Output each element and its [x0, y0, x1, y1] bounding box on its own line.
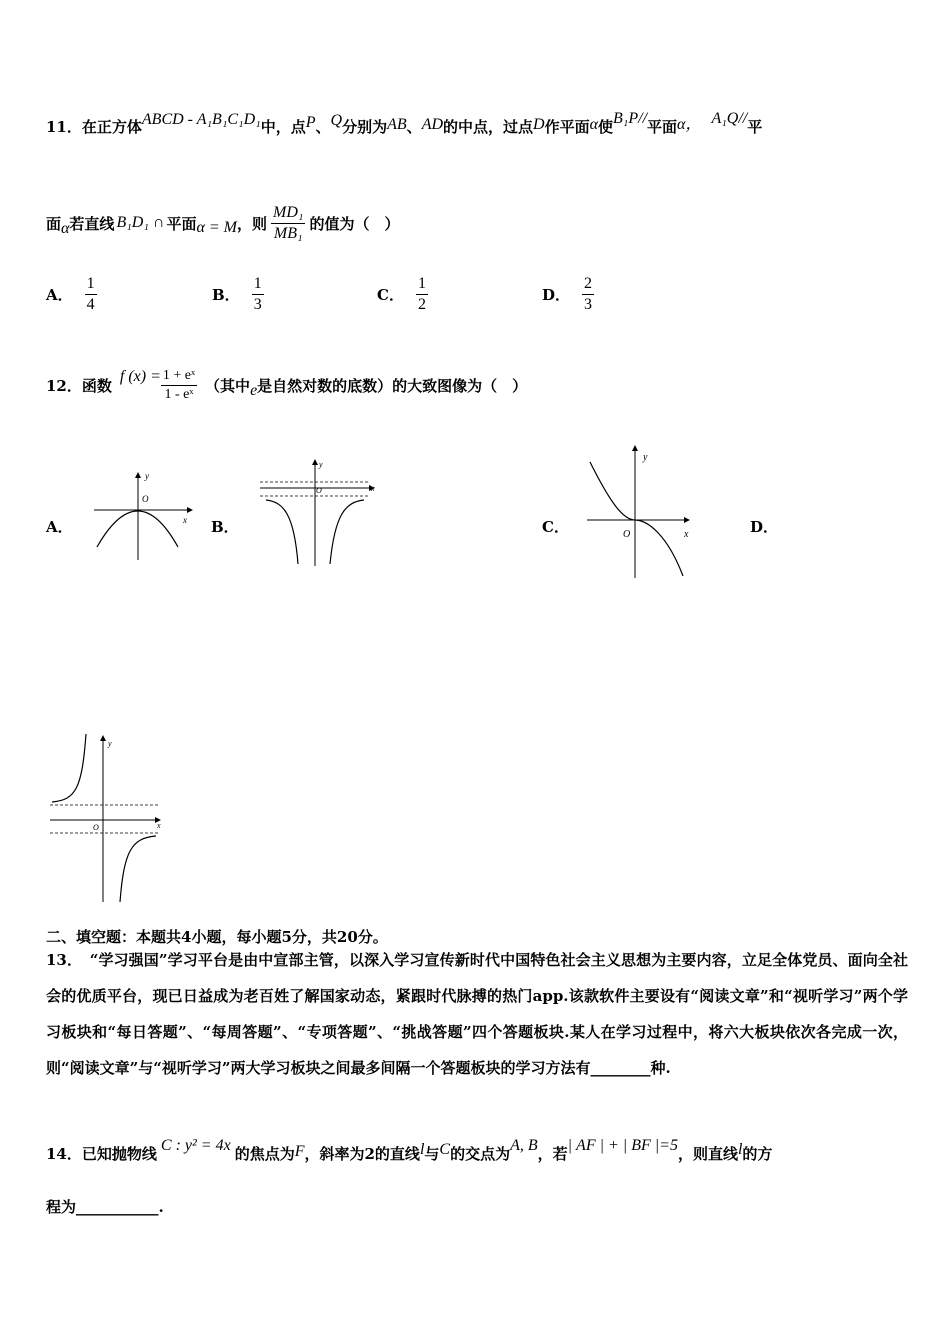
option-label: A．	[46, 286, 73, 304]
x-label: x	[371, 484, 375, 493]
q13-text: 13． “学习强国”学习平台是由中宣部主管，以深入学习宣传新时代中国特色社会主义思想为主要内容，立足全体党员、面向全社会的优质平台，现已日益成为老百姓了解国家动态，紧跟时代脉搏的热门app.该款软件主要设有“阅读文章”和“视听学习”两个学习板块和“每日答题”、“每周答题”、“专项答题”、“挑战答题”四个答题板块.某人在学习过程中，将六大板块依次各完成一次，则“阅读文章”与“视听学习”两大学习板块之间最多间隔一个答题板块的学习方法有________种.	[46, 951, 908, 1077]
focus-f: F	[294, 1143, 305, 1160]
line-l: l	[737, 1141, 743, 1158]
function-denominator: 1 - eˣ	[164, 386, 194, 402]
segment-ab: AB	[387, 116, 407, 133]
euler-e: e	[250, 382, 258, 399]
numerator: 1	[252, 275, 264, 295]
q11-option-c[interactable]	[377, 275, 428, 314]
q11-number: 11．	[46, 118, 82, 136]
curve-right	[330, 500, 364, 564]
denominator: 2	[417, 296, 426, 313]
q11-option-b[interactable]	[212, 275, 264, 314]
ratio-fraction	[271, 204, 305, 243]
q11-text: 使	[598, 118, 614, 136]
curve-left	[52, 734, 86, 802]
curve-right	[120, 836, 156, 902]
q11-option-a[interactable]	[46, 275, 97, 314]
ratio-denominator: MB₁	[273, 224, 303, 242]
function-fraction	[161, 368, 197, 403]
graph-d	[48, 730, 166, 905]
y-label: y	[643, 452, 648, 463]
y-label: y	[319, 460, 323, 469]
plane-alpha: α	[589, 116, 599, 133]
origin-label: O	[142, 494, 149, 504]
option-label: D．	[542, 286, 571, 304]
alpha-eq-m: α = M	[196, 219, 237, 236]
function-numerator: 1 + eˣ	[161, 368, 197, 386]
point-q: Q	[330, 112, 343, 129]
q11-text: 平	[747, 118, 763, 136]
cube-name: ABCD - A₁B₁C₁D₁	[141, 111, 261, 128]
option-fraction	[252, 275, 264, 314]
q11-text: 面	[46, 214, 62, 233]
graph-b	[258, 458, 382, 568]
q11-text: 分别为	[342, 118, 388, 136]
q12-line	[46, 362, 527, 408]
q14-text: 已知抛物线	[81, 1145, 157, 1163]
origin-label: O	[93, 823, 99, 832]
numerator: 2	[582, 275, 594, 295]
option-fraction	[85, 275, 97, 314]
q14-number: 14．	[46, 1145, 82, 1163]
y-label: y	[108, 739, 112, 748]
q14-text: 与	[424, 1145, 440, 1163]
segment-ad: AD	[421, 116, 444, 133]
q12-number: 12．	[46, 376, 82, 395]
points-ab: A, B	[510, 1137, 538, 1154]
q11-text: 平面	[647, 118, 678, 136]
curve-left	[266, 500, 298, 564]
x-label: x	[183, 515, 187, 525]
plane-alpha: α	[61, 220, 70, 237]
q14-text: 的方	[742, 1145, 773, 1163]
numerator: 1	[416, 275, 428, 295]
origin-label: O	[316, 486, 322, 495]
q11-text: ，则	[237, 214, 268, 233]
parabola-equation: C : y² = 4x	[160, 1137, 231, 1154]
point-d: D	[533, 116, 545, 133]
q14-text: ，则直线	[677, 1145, 738, 1163]
denominator: 3	[584, 296, 593, 313]
q11-text: 在正方体	[81, 118, 142, 136]
y-label: y	[145, 471, 149, 481]
ratio-numerator: MD₁	[271, 204, 305, 224]
q11-text: 作平面	[544, 118, 590, 136]
q11-text: 、	[406, 118, 422, 136]
q12-text: （其中	[205, 376, 251, 395]
x-label: x	[684, 529, 689, 540]
q12-option-a[interactable]: A．	[46, 518, 73, 536]
q11-text: 的值为（ ）	[309, 214, 400, 233]
curve-c: C	[439, 1141, 451, 1158]
a1q-parallel: A₁Q//	[711, 110, 748, 127]
q14-text: 的交点为	[450, 1145, 511, 1163]
numerator: 1	[85, 275, 97, 295]
graph-c	[585, 442, 697, 582]
option-label: C．	[377, 286, 404, 304]
graph-a	[92, 465, 202, 565]
q14-text: 的焦点为	[234, 1145, 295, 1163]
option-fraction	[416, 275, 428, 314]
q11-text: 若直线	[69, 214, 115, 233]
function-name: f (x) =	[119, 368, 161, 385]
curve	[590, 462, 683, 576]
q14-line1	[46, 1137, 773, 1164]
plane-alpha: α，	[677, 116, 702, 133]
q11-option-d[interactable]	[542, 275, 594, 314]
denominator: 3	[253, 296, 262, 313]
option-label: B．	[212, 286, 240, 304]
q14-text: ，若	[537, 1145, 568, 1163]
q12-option-b[interactable]: B．	[211, 518, 239, 536]
q12-option-d[interactable]: D．	[750, 518, 779, 536]
b1p-parallel: B₁P//	[613, 110, 648, 127]
q12-text: 是自然对数的底数）的大致图像为（ ）	[257, 376, 528, 395]
q14-line2: 程为___________.	[46, 1198, 164, 1216]
q11-text: 、	[315, 118, 331, 136]
q12-text: 函数	[81, 376, 112, 395]
q11-line1	[46, 110, 763, 137]
q11-text: 平面	[166, 214, 197, 233]
q11-text: 的中点，过点	[443, 118, 534, 136]
option-fraction	[582, 275, 594, 314]
q12-option-c[interactable]: C．	[542, 518, 569, 536]
denominator: 4	[86, 296, 95, 313]
distance-condition: | AF | + | BF |=5	[567, 1137, 678, 1154]
q11-line2	[46, 198, 399, 248]
q11-text: 中，点	[260, 118, 306, 136]
line-l: l	[419, 1141, 425, 1158]
q14-text: ，斜率为2的直线	[304, 1145, 420, 1163]
point-p: P	[305, 114, 316, 131]
x-label: x	[157, 821, 161, 830]
section-title: 二、填空题：本题共4小题，每小题5分，共20分。	[46, 928, 388, 946]
line-b1d1: B₁D₁ ∩	[116, 214, 165, 231]
origin-label: O	[623, 529, 631, 540]
